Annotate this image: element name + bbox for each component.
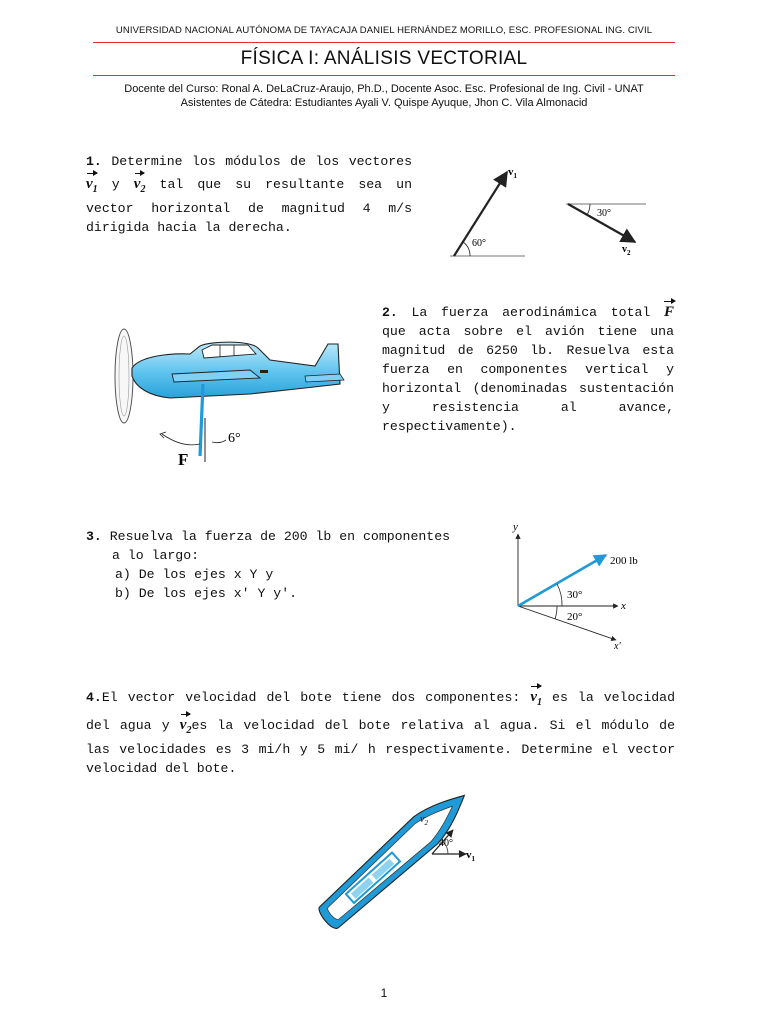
problem-3-line-1-text: Resuelva la fuerza de 200 lb en componentes <box>109 529 451 544</box>
problem-3-figure <box>500 518 650 654</box>
problem-3-line-2: a lo largo: <box>112 548 200 563</box>
v1-label-p4 <box>466 849 476 863</box>
page-number: 1 <box>380 986 388 1000</box>
v1-label-subscript: 1 <box>513 172 517 180</box>
problem-4-text-c: es la velocidad del bote relativa al agua. Si el módulo de las velocidades es 3 mi/h y 5 mi/ h respectivamente. Determine el vector velocidad del bote. <box>86 718 676 776</box>
docente-line: Docente del Curso: Ronal A. DeLaCruz-Araujo, Ph.D., Docente Asoc. Esc. Profesional de Ing. Civil - UNAT <box>124 83 644 95</box>
problem-3-option-a: a) De los ejes x Y y <box>115 567 274 582</box>
y-axis-label: y <box>513 521 518 533</box>
vector-v2-subscript-p4: 2 <box>186 725 192 736</box>
problem-1-figure <box>440 160 680 264</box>
v1-label-letter: v <box>508 166 514 178</box>
angle-30-arc <box>557 584 562 606</box>
problem-2-text <box>382 299 674 436</box>
x-axis-label: x <box>621 600 626 612</box>
problem-2-figure <box>100 308 360 468</box>
problem-2-text-a: La fuerza aerodinámica total <box>411 305 651 320</box>
v1-label-p4-letter: v <box>466 849 472 861</box>
asistentes-line: Asistentes de Cátedra: Estudiantes Ayali V. Quispe Ayuque, Jhon C. Vila Almonacid <box>180 97 588 109</box>
problem-4-text-b: es la velocidad del agua y <box>86 690 675 733</box>
header-bottom-rule <box>93 75 675 76</box>
angle-arc <box>162 434 200 445</box>
v2-label <box>622 244 631 257</box>
vector-v1-letter: v <box>86 176 93 192</box>
vector-v2-subscript: 2 <box>140 184 146 195</box>
x-prime-axis-label: x' <box>614 641 621 652</box>
problem-4-text <box>86 684 675 778</box>
vector-v1-letter-p4: v <box>530 689 537 705</box>
vector-v2-symbol-p4 <box>180 712 192 740</box>
university-header: UNIVERSIDAD NACIONAL AUTÓNOMA DE TAYACAJA DANIEL HERNÁNDEZ MORILLO, ESC. PROFESIONAL ING. CIVIL <box>115 25 653 36</box>
angle-20-label: 20° <box>567 611 583 623</box>
problem-1-text-b: tal que su resultante sea un vector horizontal de magnitud 4 m/s dirigida hacia la derecha. <box>86 177 412 235</box>
problem-1-text-a: Determine los módulos de los vectores <box>111 154 413 169</box>
problem-4-figure <box>308 780 488 930</box>
v1-label <box>508 166 518 180</box>
v1-angle-label: 60° <box>472 238 486 249</box>
v2-label-subscript: 2 <box>627 249 631 257</box>
vector-v2-letter-p4: v <box>179 717 187 733</box>
v2-label-letter: v <box>622 244 627 255</box>
credits-block <box>0 82 768 110</box>
v1-label-p4-subscript: 1 <box>471 855 475 863</box>
vector-v1-subscript: 1 <box>92 184 98 195</box>
problem-1-text <box>86 152 412 237</box>
vector-v2-letter: v <box>133 176 141 192</box>
vector-v1-subscript-p4: 1 <box>537 697 542 708</box>
v2-label-p4-letter: v <box>420 814 425 825</box>
angle-40-label: 40° <box>439 838 453 849</box>
problem-1-number: 1. <box>86 154 102 169</box>
force-f-symbol: F <box>664 299 674 322</box>
vector-v1-symbol <box>86 171 98 199</box>
boat-deck <box>323 797 460 924</box>
propeller-disc <box>115 329 133 423</box>
problem-2-text-b: que acta sobre el avión tiene una magnitud de 6250 lb. Resuelva esta fuerza en componentes vertical y horizontal (denominadas sustentación y resistencia al avance, respectivamente). <box>382 324 674 434</box>
v2-angle-label: 30° <box>597 208 611 219</box>
problem-2-number: 2. <box>382 305 398 320</box>
v1-angle-arc <box>463 242 470 256</box>
problem-4-number: 4. <box>86 690 102 705</box>
boat <box>313 782 476 930</box>
vector-v1-symbol-p4 <box>530 684 542 712</box>
force-200lb-label: 200 lb <box>610 555 638 567</box>
v2-label-p4-subscript: 2 <box>424 819 428 827</box>
problem-3-number: 3. <box>86 529 102 544</box>
angle-30-label: 30° <box>567 589 583 601</box>
problem-3-option-b: b) De los ejes x' Y y'. <box>115 586 298 601</box>
page-title: FÍSICA I: ANÁLISIS VECTORIAL <box>240 48 528 69</box>
vector-v2-symbol <box>134 171 146 199</box>
problem-3-line-1 <box>86 527 450 546</box>
problem-4-text-a: El vector velocidad del bote tiene dos componentes: <box>101 690 521 705</box>
force-f-label: F <box>178 450 189 468</box>
v2-angle-arc <box>587 204 590 215</box>
problem-1-conjunction: y <box>111 177 120 192</box>
angle-20-arc <box>555 606 557 619</box>
angle-6-label: 6° <box>228 431 241 446</box>
header-top-rule <box>93 42 675 43</box>
